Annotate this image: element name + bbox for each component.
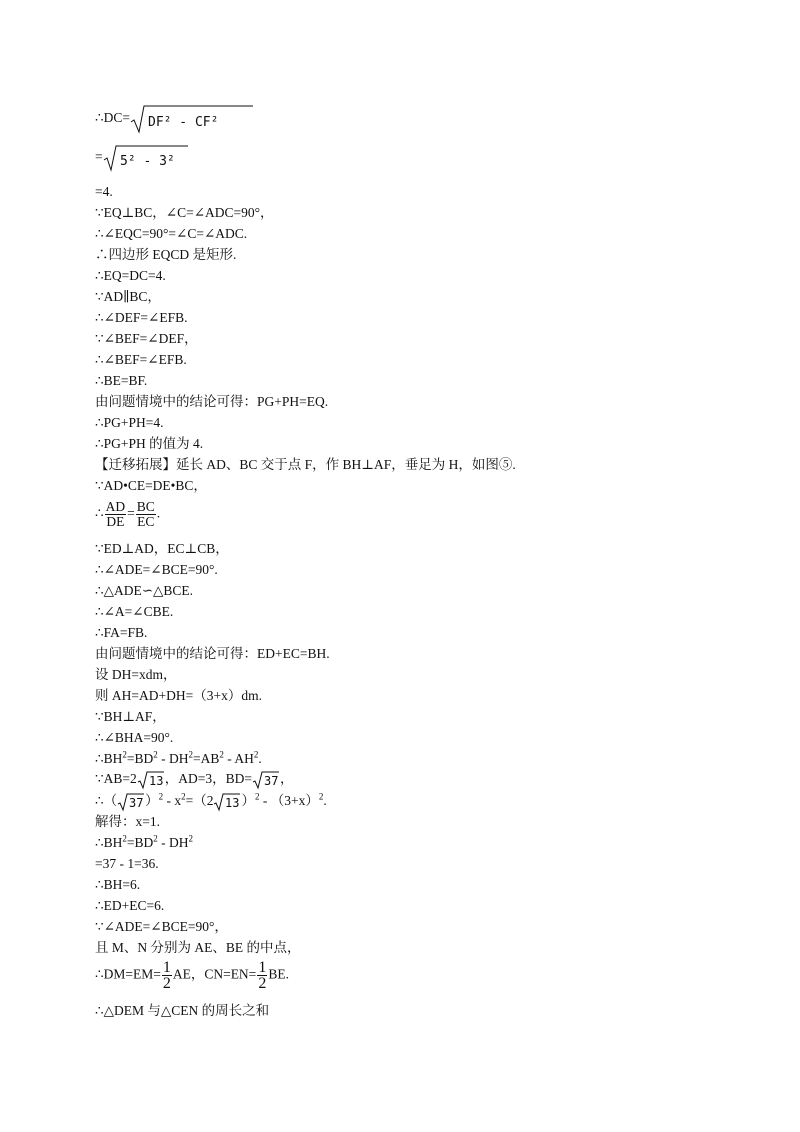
line-text: . <box>258 751 262 766</box>
radical <box>117 792 145 812</box>
line-text: ∴DM=EM= <box>95 966 161 982</box>
solution-line <box>95 144 189 172</box>
solution-line: 则 AH=AD+DH=（3+x）dm. <box>95 688 262 703</box>
numerator: AD <box>105 499 126 514</box>
line-text: =BD <box>126 751 154 766</box>
solution-line: ∴△DEM 与△CEN 的周长之和 <box>95 1003 270 1018</box>
radical <box>137 770 165 790</box>
section-heading-line: 【迁移拓展】延长 AD、BC 交于点 F，作 BH⊥AF，垂足为 H，如图⑤. <box>95 457 516 472</box>
fraction <box>257 960 267 991</box>
fraction <box>162 960 172 991</box>
solution-line: ∴EQ=DC=4. <box>95 268 166 283</box>
solution-line: ∵AD•CE=DE•BC， <box>95 478 207 493</box>
solution-line: ∴PG+PH 的值为 4. <box>95 436 204 451</box>
exponent: 2 <box>122 749 127 760</box>
solution-line: ∴∠BHA=90°. <box>95 730 174 745</box>
solution-line <box>95 960 289 991</box>
solution-line <box>95 792 327 812</box>
line-text: ∴ <box>95 505 104 521</box>
radicand: 13 <box>225 796 240 810</box>
numerator: 1 <box>162 959 171 976</box>
radicand: 37 <box>263 774 279 788</box>
numerator: BC <box>136 499 155 514</box>
exponent: 2 <box>253 749 259 760</box>
fraction <box>136 500 156 529</box>
exponent: 2 <box>181 791 186 802</box>
radical <box>213 792 241 812</box>
line-text: ∴BH <box>95 835 123 850</box>
solution-line: ∴BH=6. <box>95 877 141 892</box>
denominator: 2 <box>258 975 267 992</box>
exponent: 2 <box>318 791 324 802</box>
solution-line: 且 M、N 分别为 AE、BE 的中点， <box>95 940 301 955</box>
exponent: 2 <box>158 791 164 802</box>
solution-line: ∵ED⊥AD，EC⊥CB， <box>95 541 229 556</box>
exponent: 2 <box>219 749 224 760</box>
line-text: = <box>95 149 103 165</box>
radical <box>130 104 254 134</box>
line-text: - DH <box>157 835 189 850</box>
line-text: = <box>127 505 135 521</box>
exponent: 2 <box>122 833 127 844</box>
line-text: ∴（ <box>95 793 118 809</box>
denominator: 2 <box>162 975 171 992</box>
line-text: ∴DC= <box>95 110 130 126</box>
exponent: 2 <box>188 749 193 760</box>
solution-line: ∴FA=FB. <box>95 625 148 640</box>
line-text: . <box>323 793 327 809</box>
solution-line: ∵∠BEF=∠DEF， <box>95 331 198 346</box>
line-text: BE. <box>268 966 289 982</box>
solution-line: ∴PG+PH=4. <box>95 415 164 430</box>
radical <box>252 770 280 790</box>
solution-line: ∴∠DEF=∠EFB. <box>95 310 188 325</box>
solution-line: ∵∠ADE=∠BCE=90°， <box>95 919 228 934</box>
solution-line <box>95 751 262 767</box>
radicand: 5² - 3² <box>119 154 175 169</box>
exponent: 2 <box>254 791 260 802</box>
denominator: EC <box>137 514 155 529</box>
line-text: ∴BH <box>95 751 123 766</box>
solution-line <box>95 104 254 134</box>
radicand: DF² - CF² <box>147 115 219 130</box>
solution-line <box>95 500 160 529</box>
solution-line: =37 - 1=36. <box>95 856 159 871</box>
solution-line: 由问题情境中的结论可得：ED+EC=BH. <box>95 646 330 661</box>
solution-line: ∴∠EQC=90°=∠C=∠ADC. <box>95 226 248 241</box>
denominator: DE <box>106 514 125 529</box>
solution-line: ∴ED+EC=6. <box>95 898 165 913</box>
line-text: =AB <box>192 751 220 766</box>
fraction <box>105 500 127 529</box>
line-text: ，AD=3，BD= <box>164 771 252 787</box>
line-text: - AH <box>223 751 254 766</box>
line-text: . <box>156 505 161 521</box>
line-text: =BD <box>126 835 154 850</box>
solution-line <box>95 770 293 790</box>
solution-line: ∵AD∥BC， <box>95 289 161 304</box>
solution-line: ∵EQ⊥BC，∠C=∠ADC=90°， <box>95 205 274 220</box>
solution-line: 由问题情境中的结论可得：PG+PH=EQ. <box>95 394 329 409</box>
line-text: ∵AB=2 <box>95 771 137 787</box>
solution-line: ∴∠A=∠CBE. <box>95 604 174 619</box>
line-text: AE，CN=EN= <box>172 966 257 982</box>
exponent: 2 <box>153 749 158 760</box>
solution-line: ∴四边形 EQCD 是矩形. <box>95 247 237 262</box>
line-text: =（2 <box>185 793 214 809</box>
solution-line: ∴BE=BF. <box>95 373 148 388</box>
solution-line: ∴△ADE∽△BCE. <box>95 583 194 598</box>
line-text: ） <box>241 793 255 809</box>
line-text: ， <box>279 771 294 787</box>
solution-line: 解得：x=1. <box>95 814 160 829</box>
line-text: ） <box>145 793 159 809</box>
solution-line: ∵BH⊥AF， <box>95 709 166 724</box>
line-text: - x <box>163 793 182 809</box>
exponent: 2 <box>188 833 193 844</box>
line-text: - DH <box>157 751 189 766</box>
radical <box>103 144 189 172</box>
solution-line <box>95 835 193 851</box>
exponent: 2 <box>153 833 158 844</box>
radicand: 37 <box>129 796 144 810</box>
solution-line: 设 DH=xdm， <box>95 667 177 682</box>
solution-line: ∴∠BEF=∠EFB. <box>95 352 187 367</box>
solution-line: =4. <box>95 184 113 199</box>
solution-line: ∴∠ADE=∠BCE=90°. <box>95 562 218 577</box>
radicand: 13 <box>148 774 164 788</box>
numerator: 1 <box>258 959 267 976</box>
line-text: - （3+x） <box>259 793 319 809</box>
